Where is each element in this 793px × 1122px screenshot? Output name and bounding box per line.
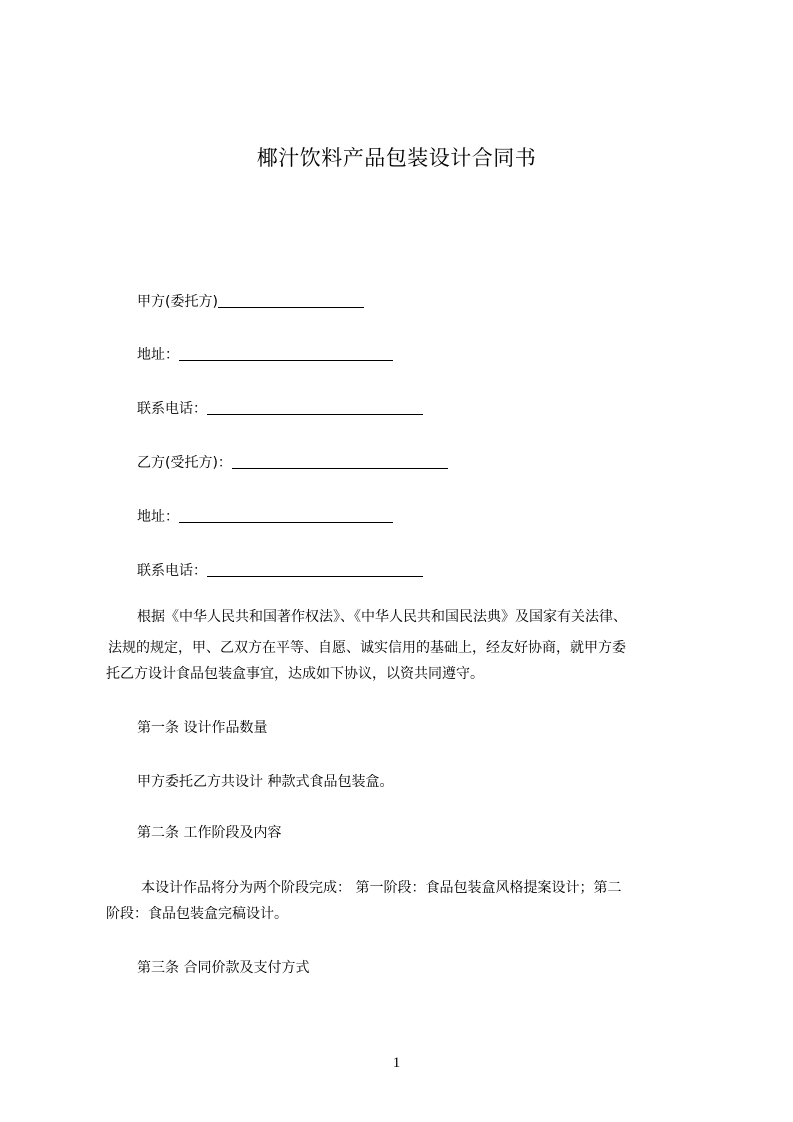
article-3-heading: 第三条 合同价款及支付方式 (137, 960, 310, 976)
party-b-blank[interactable] (232, 454, 448, 469)
party-b-address-line (137, 506, 393, 526)
party-a-address-blank[interactable] (179, 346, 393, 361)
party-a-phone-label: 联系电话： (137, 401, 207, 417)
page-number: 1 (392, 1055, 401, 1071)
article-2-body-line-1: 本设计作品将分为两个阶段完成： 第一阶段：食品包装盒风格提案设计；第二 (141, 880, 622, 896)
article-1-body: 甲方委托乙方共设计 种款式食品包装盒。 (137, 774, 394, 790)
party-b-phone-label: 联系电话： (137, 563, 207, 579)
party-a-line (137, 291, 364, 311)
document-title: 椰汁饮料产品包装设计合同书 (256, 146, 537, 170)
party-a-label: 甲方(委托方) (137, 294, 218, 310)
party-b-label: 乙方(受托方)： (137, 455, 232, 471)
party-b-phone-line (137, 560, 423, 580)
party-b-phone-blank[interactable] (207, 562, 423, 577)
preamble-line-3: 托乙方设计食品包装盒事宜，达成如下协议，以资共同遵守。 (106, 666, 484, 682)
party-a-phone-line (137, 398, 423, 418)
party-b-line (137, 452, 448, 472)
article-2-body-line-2: 阶段：食品包装盒完稿设计。 (106, 906, 288, 922)
party-a-blank[interactable] (218, 293, 364, 308)
party-b-address-label: 地址： (137, 509, 179, 525)
preamble-line-2: 法规的规定，甲、乙双方在平等、自愿、诚实信用的基础上，经友好协商，就甲方委 (108, 640, 626, 656)
party-a-address-label: 地址： (137, 347, 179, 363)
article-2-heading: 第二条 工作阶段及内容 (137, 825, 282, 841)
party-a-address-line (137, 344, 393, 364)
party-a-phone-blank[interactable] (207, 400, 423, 415)
preamble-line-1: 根据《中华人民共和国著作权法》、《中华人民共和国民法典》及国家有关法律、 (137, 609, 627, 625)
article-1-heading: 第一条 设计作品数量 (137, 720, 268, 736)
party-b-address-blank[interactable] (179, 508, 393, 523)
